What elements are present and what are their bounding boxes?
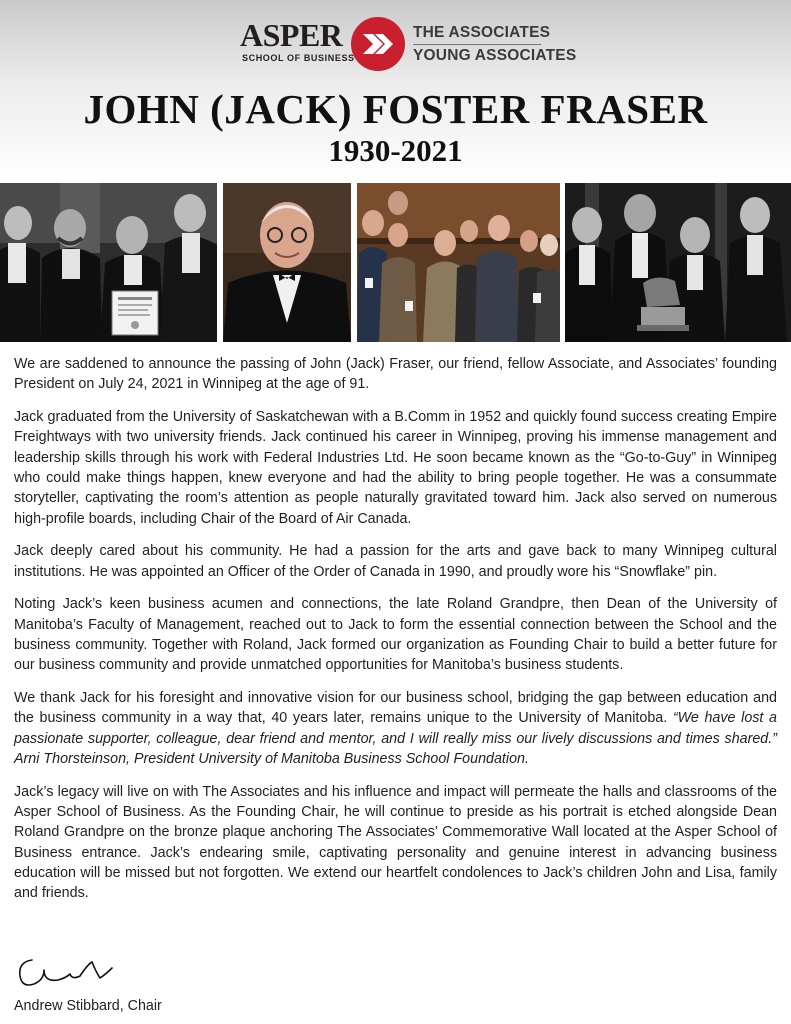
paragraph-community: Jack deeply cared about his community. He had a passion for the arts and gave back to many Winnipeg cultural institutions. He was appointed an Officer of the Order of Canada in 1990, and proudly wore his “Snowflake” pin.: [14, 543, 777, 580]
photo-group-certificate: [0, 183, 217, 342]
young-associates-label: YOUNG ASSOCIATES: [413, 47, 577, 64]
paragraph-announcement: We are saddened to announce the passing of John (Jack) Fraser, our friend, fellow Associate, and Associates’ founding President on July 24, 2021 in Winnipeg at the age of 91.: [14, 356, 777, 393]
article-body: [14, 354, 777, 916]
paragraph-founding: Noting Jack’s keen business acumen and connections, the late Roland Grandpre, then Dean of the University of Manitoba’s Faculty of Management, reached out to Jack to form the essential connection between the School and the business community. Together with Roland, Jack formed our organization as Founding Chair to build a better future for our business community and provide unmatched opportunities for Manitoba’s business students.: [14, 596, 777, 674]
asper-wordmark: ASPER: [240, 17, 343, 53]
handwritten-signature: [14, 952, 124, 994]
paragraph-legacy: Jack’s legacy will live on with The Associates and his influence and impact will permeate the halls and classrooms of the Asper School of Business. As the Founding Chair, he will continue to preside as his portrait is etched alongside Dean Roland Grandpre on the bronze plaque anchoring The Associates’ Commemorative Wall located at the Asper School of Business entrance. Jack’s endearing smile, captivating personality and genuine interest in advancing business education will be missed but not forgotten. We extend our heartfelt condolences to Jack’s children John and Lisa, family and friends.: [14, 783, 777, 902]
paragraph-thanks: [14, 688, 777, 769]
signatory-name: Andrew Stibbard, Chair: [14, 998, 162, 1014]
header-banner: [0, 0, 791, 183]
thanks-text: We thank Jack for his foresight and innovative vision for our business school, bridging the gap between education and the business community in a way that, 40 years later, remains unique to the University of Manitoba.: [14, 690, 777, 727]
associates-divider: [413, 44, 541, 45]
photo-jack-portrait: [223, 183, 351, 342]
associates-label: THE ASSOCIATES: [413, 24, 551, 41]
photo-group-trophy: [565, 183, 791, 342]
asper-subtitle: SCHOOL OF BUSINESS: [242, 53, 355, 63]
logo-lockup: [240, 16, 577, 72]
asper-chevron-emblem-icon: [350, 16, 406, 72]
tribute-quote: “We have lost a passionate supporter, colleague, dear friend and mentor, and I will really miss our lively discussions and times shared.” Arni Thorsteinson, President University of Manitoba Business School Foundation.: [14, 710, 778, 768]
page-title: JOHN (JACK) FOSTER FRASER: [83, 86, 708, 132]
paragraph-career: Jack graduated from the University of Saskatchewan with a B.Comm in 1952 and quickly found success creating Empire Freightways with two university friends. Jack continued his career in Winnipeg, proving his immense management and leadership skills through his work with Federal Industries Ltd. He soon became known as the “Go-to-Guy” in Winnipeg who could make things happen, knew everyone and had the ability to bring people together. He was a consummate storyteller, captivating the room’s attention as people naturally gravitated toward him. Jack also served on numerous high-profile boards, including Chair of the Board of Air Canada.: [14, 409, 777, 527]
photo-strip: [0, 183, 791, 342]
photo-group-event: [357, 183, 560, 342]
life-years: 1930-2021: [328, 133, 463, 168]
